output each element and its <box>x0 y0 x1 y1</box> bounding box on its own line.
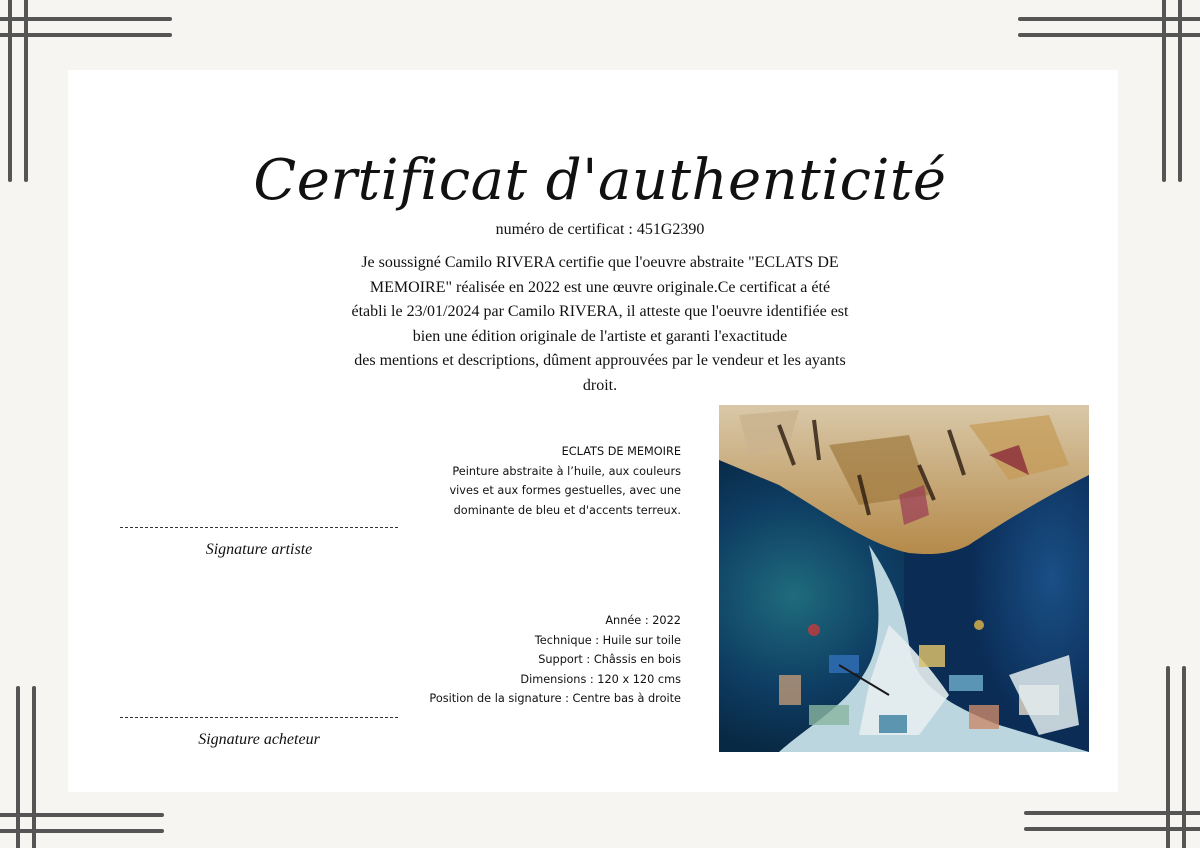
spec-signature-position: Position de la signature : Centre bas à droite <box>429 692 681 706</box>
artist-signature-label: Signature artiste <box>205 541 313 558</box>
artwork-painting <box>719 405 1089 752</box>
spec-technique: Technique : Huile sur toile <box>534 633 681 647</box>
buyer-signature-label: Signature acheteur <box>198 731 320 748</box>
body-line: des mentions et descriptions, dûment approuvées par le vendeur et les ayants <box>354 352 846 369</box>
body-line: Je soussigné Camilo RIVERA certifie que l'oeuvre abstraite "ECLATS DE <box>361 254 839 271</box>
buyer-signature-line <box>120 717 398 718</box>
description-line: Peinture abstraite à l’huile, aux couleurs <box>452 464 681 478</box>
body-line: établi le 23/01/2024 par Camilo RIVERA, il atteste que l'oeuvre identifiée est <box>351 303 849 320</box>
spec-dimensions: Dimensions : 120 x 120 cms <box>520 672 681 686</box>
certificate-title: Certificat d'authenticité <box>253 148 947 213</box>
description-line: dominante de bleu et d'accents terreux. <box>453 503 681 517</box>
spec-year: Année : 2022 <box>605 614 681 627</box>
spec-support: Support : Châssis en bois <box>538 653 681 667</box>
artwork-description <box>449 442 681 520</box>
body-line: bien une édition originale de l'artiste et garanti l'exactitude <box>412 327 788 345</box>
body-line: droit. <box>582 376 618 394</box>
artwork-specs <box>429 611 681 709</box>
artist-signature-line <box>120 527 398 528</box>
body-line: MEMOIRE" réalisée en 2022 est une œuvre originale.Ce certificat a été <box>369 278 831 296</box>
certificate-body <box>300 251 900 398</box>
artwork-name: ECLATS DE MEMOIRE <box>561 445 681 458</box>
certificate-number: numéro de certificat : 451G2390 <box>495 221 705 238</box>
description-line: vives et aux formes gestuelles, avec une <box>449 484 681 498</box>
